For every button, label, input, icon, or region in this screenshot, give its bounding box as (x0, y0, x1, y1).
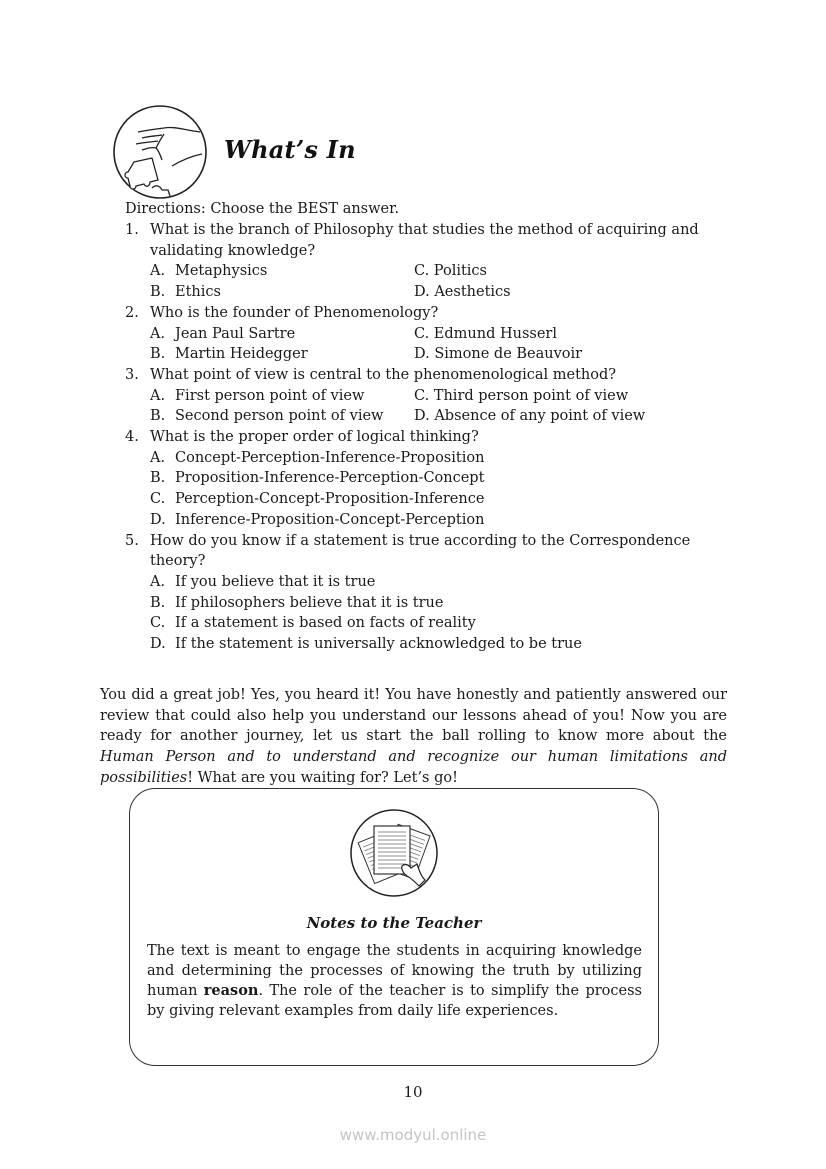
option-text: If you believe that it is true (175, 573, 376, 590)
answer-option[interactable] (150, 344, 414, 365)
option-text: Absence of any point of view (434, 408, 646, 425)
notes-text: The text is meant to engage the students in acquiring knowledge and determining the processes of knowing the truth by utilizing human (147, 943, 642, 999)
question-number: 4. (125, 429, 139, 446)
option-text: First person point of view (175, 387, 365, 404)
watermark: www.modyul.online (339, 1126, 487, 1144)
answer-option[interactable] (414, 344, 725, 365)
option-letter: C. (150, 615, 166, 632)
answer-option[interactable] (150, 282, 414, 303)
option-letter: D. (150, 511, 166, 528)
option-text: Aesthetics (434, 284, 511, 301)
question-item (125, 220, 725, 303)
answer-option[interactable] (150, 572, 725, 593)
notes-title: Notes to the Teacher (306, 914, 482, 932)
answer-option[interactable] (150, 261, 414, 282)
answer-option[interactable] (150, 406, 414, 427)
answer-option[interactable] (150, 468, 725, 489)
option-text: Concept-Perception-Inference-Proposition (175, 449, 485, 466)
option-text: Proposition-Inference-Perception-Concept (175, 470, 485, 487)
option-text: Second person point of view (175, 408, 384, 425)
question-number: 5. (125, 532, 139, 549)
option-letter: C. (414, 387, 430, 404)
answer-option[interactable] (150, 448, 725, 469)
encouragement-paragraph (100, 685, 727, 789)
option-letter: A. (150, 263, 166, 280)
option-text: Third person point of view (433, 387, 629, 404)
question-item (125, 427, 725, 531)
option-text: Politics (433, 263, 487, 280)
answer-option[interactable] (150, 510, 725, 531)
question-text: What is the branch of Philosophy that studies the method of acquiring and validating knowledge? (150, 222, 699, 259)
answer-option[interactable] (150, 593, 725, 614)
question-text: What point of view is central to the phenomenological method? (150, 366, 617, 383)
quiz-list (125, 220, 725, 655)
answer-option[interactable] (150, 324, 414, 345)
option-letter: B. (150, 470, 166, 487)
option-text: Edmund Husserl (433, 325, 557, 342)
option-text: Jean Paul Sartre (175, 325, 296, 342)
hand-puzzle-piece-icon (112, 104, 208, 200)
option-text: If the statement is universally acknowledged to be true (175, 636, 582, 653)
answer-option[interactable] (150, 489, 725, 510)
question-text: What is the proper order of logical thinking? (150, 429, 479, 446)
option-letter: D. (414, 284, 430, 301)
option-letter: D. (414, 408, 430, 425)
option-letter: D. (150, 636, 166, 653)
option-letter: A. (150, 449, 166, 466)
option-letter: A. (150, 573, 166, 590)
answer-option[interactable] (414, 386, 725, 407)
option-letter: A. (150, 325, 166, 342)
option-text: If philosophers believe that it is true (175, 594, 444, 611)
question-number: 2. (125, 304, 139, 321)
notes-text: . The role of the teacher is to simplify the process by giving relevant examples from daily life experiences. (147, 983, 642, 1019)
paragraph-text: You did a great job! Yes, you heard it! You have honestly and patiently answered our review that could also help you understand our lessons ahead of you! Now you are ready for another journey, let us start the ball rolling to know more about the (100, 687, 727, 745)
option-letter: C. (414, 263, 430, 280)
paragraph-emphasis: Human Person and to understand and recognize our human limitations and possibilities (100, 749, 727, 786)
option-letter: D. (414, 346, 430, 363)
quiz-directions: Directions: Choose the BEST answer. (125, 201, 400, 217)
option-letter: B. (150, 408, 166, 425)
question-number: 3. (125, 366, 139, 383)
answer-option[interactable] (414, 261, 725, 282)
option-text: Inference-Proposition-Concept-Perception (175, 511, 485, 528)
option-text: Ethics (175, 284, 221, 301)
answer-option[interactable] (150, 634, 725, 655)
answer-option[interactable] (150, 613, 725, 634)
option-letter: A. (150, 387, 166, 404)
question-item (125, 303, 725, 365)
option-letter: C. (414, 325, 430, 342)
option-text: Metaphysics (175, 263, 268, 280)
option-letter: B. (150, 346, 166, 363)
section-title: What’s In (224, 135, 356, 164)
option-letter: B. (150, 284, 166, 301)
papers-in-hand-icon (349, 808, 439, 898)
paragraph-text: ! What are you waiting for? Let’s go! (187, 769, 458, 786)
question-item (125, 531, 725, 655)
answer-option[interactable] (150, 386, 414, 407)
notes-emphasis: reason (203, 982, 259, 999)
option-text: If a statement is based on facts of reality (175, 615, 476, 632)
page-number: 10 (403, 1083, 423, 1101)
option-letter: B. (150, 594, 166, 611)
option-text: Simone de Beauvoir (434, 346, 583, 363)
question-number: 1. (125, 222, 139, 238)
question-item (125, 365, 725, 427)
answer-option[interactable] (414, 406, 725, 427)
answer-option[interactable] (414, 282, 725, 303)
notes-body (147, 942, 642, 1021)
question-text: Who is the founder of Phenomenology? (150, 304, 439, 321)
option-text: Martin Heidegger (175, 346, 308, 363)
option-text: Perception-Concept-Proposition-Inference (175, 491, 485, 508)
option-letter: C. (150, 491, 166, 508)
question-text: How do you know if a statement is true according to the Correspondence theory? (150, 532, 691, 570)
answer-option[interactable] (414, 324, 725, 345)
